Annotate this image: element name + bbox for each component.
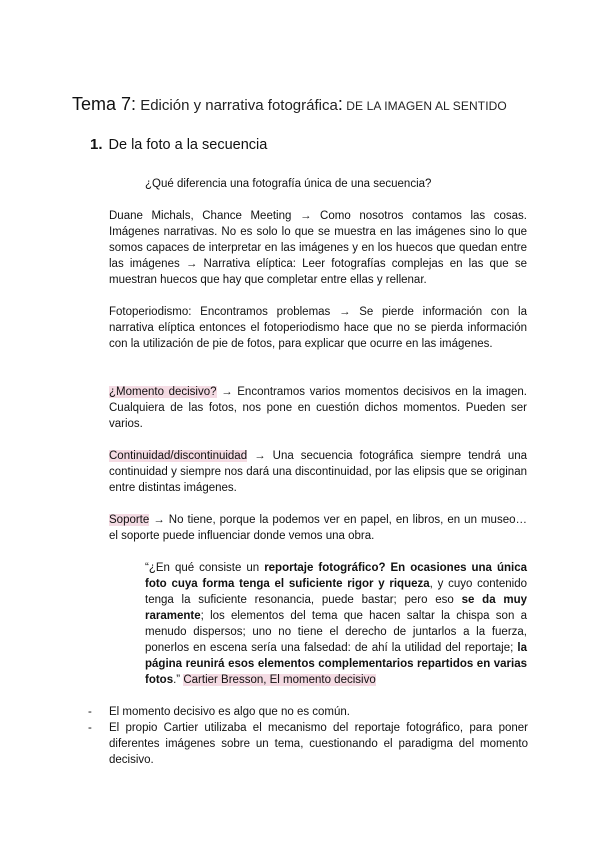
section-heading — [90, 136, 267, 153]
question-line: ¿Qué diferencia una fotografía única de una secuencia? — [145, 178, 432, 190]
paragraph-continuidad — [109, 448, 527, 496]
bullet-text: El momento decisivo es algo que no es común. — [109, 706, 350, 718]
title-tema: Tema 7 — [72, 94, 132, 114]
quote-bold-f: la página reunirá esos elementos complementarios repartidos en varias fotos — [145, 642, 527, 686]
quote-attribution: Cartier Bresson, El momento decisivo — [183, 674, 376, 686]
highlight-momento-decisivo: ¿Momento decisivo? — [109, 386, 217, 398]
quote-part-e: ; los elementos del tema que hacen saltar la chispa son a menudo dispersos; uno no tiene el derecho de juntarlos a la fuerza, ponerlos en escena sería una falsedad: de ahí la utilidad del reportaje; — [145, 610, 527, 654]
highlight-soporte: Soporte — [109, 514, 150, 526]
quote-part-g: .” — [173, 674, 184, 686]
title-colon-2: : — [337, 94, 343, 114]
quote-bold-d: se da muy raramente — [145, 594, 528, 622]
document-title — [72, 94, 507, 115]
list-item — [88, 704, 528, 720]
paragraph-momento-decisivo — [109, 384, 527, 432]
title-colon-1: : — [131, 94, 137, 114]
bullet-list — [88, 704, 528, 768]
paragraph-momento-decisivo-text: → Encontramos varios momentos decisivos en la imagen. Cualquiera de las fotos, nos pone en cuestión dichos momentos. Pueden ser varios. — [109, 386, 527, 430]
section-number: 1. — [90, 136, 103, 153]
quote-bold-b: reportaje fotográfico? En ocasiones una única foto cuya forma tenga el suficiente rigor y riqueza — [145, 562, 528, 590]
paragraph-duane-michals: Duane Michals, Chance Meeting → Como nosotros contamos las cosas. Imágenes narrativas. No es solo lo que se muestra en las imágenes sino lo que somos capaces de interpretar en las imágenes y en los huecos que quedan entre las imágenes → Narrativa elíptica: Leer fotografías complejas en las que se muestran huecos que hay que completar entre ellas y rellenar. — [109, 210, 527, 286]
quote-part-a: “¿En qué consiste un — [145, 562, 265, 574]
bullet-text: El propio Cartier utilizaba el mecanismo del reportaje fotográfico, para poner diferentes imágenes sobre un tema, cuestionando el paradigma del momento decisivo. — [109, 722, 528, 766]
list-item — [88, 720, 528, 768]
title-caps: DE LA IMAGEN AL SENTIDO — [342, 99, 507, 113]
paragraph-soporte-text: → No tiene, porque la podemos ver en papel, en libros, en un museo… el soporte puede influenciar donde vemos una obra. — [109, 514, 527, 542]
highlight-continuidad: Continuidad/discontinuidad — [109, 450, 248, 462]
cartier-bresson-quote — [145, 560, 527, 688]
section-heading-text: De la foto a la secuencia — [108, 137, 268, 153]
paragraph-fotoperiodismo: Fotoperiodismo: Encontramos problemas → Se pierde información con la narrativa elíptica entonces el fotoperiodismo hace que no se pierda información con la utilización de pie de fotos, para explicar que ocurre en las imágenes. — [109, 306, 527, 350]
paragraph-continuidad-text: → Una secuencia fotográfica siempre tendrá una continuidad y siempre nos dará una discontinuidad, por las elipsis que se originan entre distintas imágenes. — [109, 450, 527, 494]
title-subtitle: Edición y narrativa fotográfica — [136, 97, 338, 114]
bullet-dash: - — [88, 706, 92, 718]
bullet-dash: - — [88, 722, 92, 734]
quote-part-c: , y cuyo contenido tenga la suficiente resonancia, puede bastar; pero eso — [145, 578, 527, 606]
paragraph-soporte — [109, 512, 527, 544]
